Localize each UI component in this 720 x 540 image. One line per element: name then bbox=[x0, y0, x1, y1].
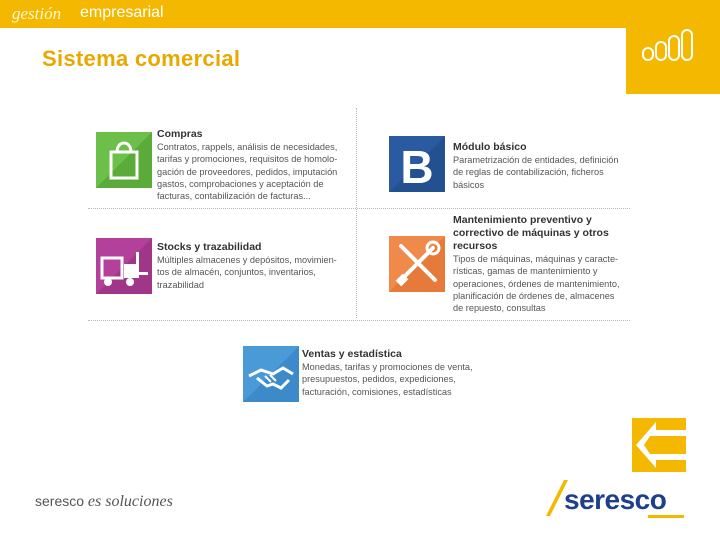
footer-company: seresco bbox=[35, 493, 85, 509]
forklift-icon bbox=[96, 238, 152, 294]
module-ventas[interactable] bbox=[243, 346, 503, 402]
module-basico-desc: Parametrización de entidades, definición de reglas de contabilización, ficheros básicos bbox=[453, 155, 619, 190]
header-bar bbox=[0, 0, 720, 28]
letter-b-icon bbox=[389, 136, 445, 192]
module-ventas-desc: Monedas, tarifas y promociones de venta, presupuestos, pedidos, expediciones, facturación, comisiones, estadísticas bbox=[302, 362, 473, 397]
svg-text:B: B bbox=[400, 141, 434, 192]
grid-divider-horizontal-2 bbox=[88, 320, 630, 321]
shopping-bag-icon bbox=[96, 132, 152, 188]
module-basico[interactable] bbox=[389, 136, 639, 196]
module-compras-desc: Contratos, rappels, análisis de necesidades, tarifas y promociones, requisitos de homolo- gación de proveedores, pedidos, imputación gastos, comprobaciones y aceptación de facturas, contabilización de facturas... bbox=[157, 142, 338, 202]
brand-underline bbox=[648, 515, 684, 518]
footer-tagline bbox=[35, 493, 173, 511]
module-stocks-desc: Múltiples almacenes y depósitos, movimien- tos de almacén, conjuntos, inventarios, trazabilidad bbox=[157, 255, 337, 290]
module-ventas-title: Ventas y estadística bbox=[302, 348, 402, 360]
module-basico-title: Módulo básico bbox=[453, 141, 527, 153]
grid-divider-horizontal-1 bbox=[88, 208, 630, 209]
header-word-empresarial: empresarial bbox=[80, 4, 164, 21]
corner-logo bbox=[626, 28, 720, 94]
header-word-gestion: gestión bbox=[12, 4, 62, 23]
module-stocks-title: Stocks y trazabilidad bbox=[157, 241, 262, 253]
arrow-left-icon bbox=[632, 418, 686, 472]
module-compras[interactable] bbox=[96, 128, 356, 204]
tools-icon bbox=[389, 236, 445, 292]
footer-es-soluciones: es soluciones bbox=[87, 493, 173, 510]
brand-wordmark: seresco bbox=[564, 484, 667, 515]
page-title: Sistema comercial bbox=[42, 46, 241, 71]
back-button[interactable] bbox=[632, 418, 686, 472]
module-compras-title: Compras bbox=[157, 128, 203, 140]
module-mantenimiento-desc: Tipos de máquinas, máquinas y caracte- rísticas, gamas de mantenimiento y operaciones, órdenes de mantenimiento, planificación de órdenes de, almacenes de repuesto, consultas bbox=[453, 254, 620, 314]
module-stocks[interactable] bbox=[96, 238, 356, 294]
seresco-logo bbox=[546, 480, 686, 518]
module-mantenimiento[interactable] bbox=[389, 214, 639, 318]
module-mantenimiento-title: Mantenimiento preventivo y correctivo de máquinas y otros recursos bbox=[453, 214, 609, 252]
handshake-icon bbox=[243, 346, 299, 402]
cube-logo-icon bbox=[640, 28, 706, 68]
